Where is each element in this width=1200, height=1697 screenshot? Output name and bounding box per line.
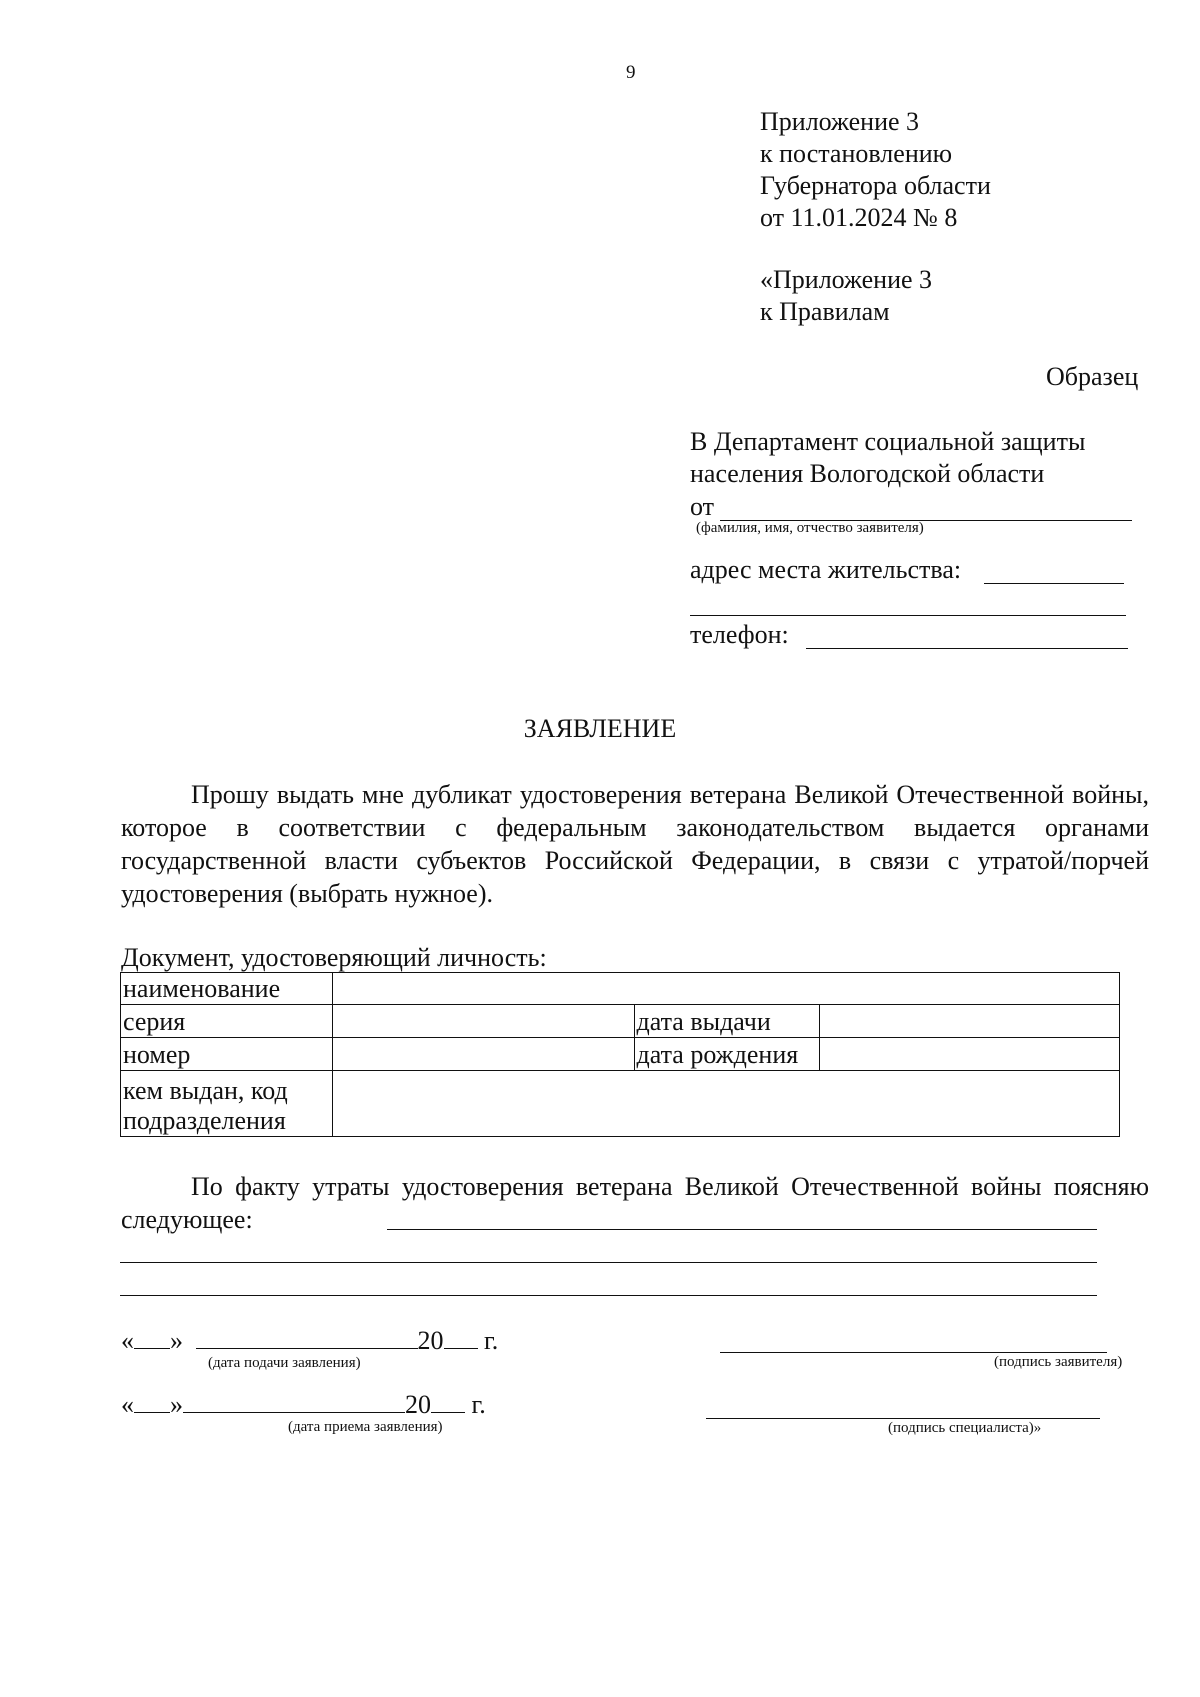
statement-title: ЗАЯВЛЕНИЕ (523, 714, 677, 743)
issue-date-label: дата выдачи (634, 1005, 820, 1038)
inner-appendix-line-1: «Приложение 3 (760, 265, 933, 294)
submission-day-field[interactable] (134, 1348, 170, 1349)
close-quote: » (170, 1326, 183, 1355)
acceptance-day-field[interactable] (134, 1412, 170, 1413)
number-value-cell[interactable] (332, 1038, 634, 1071)
acceptance-year-field[interactable] (431, 1412, 465, 1413)
submission-month-field[interactable] (196, 1348, 418, 1349)
number-label: номер (121, 1038, 333, 1071)
table-row (121, 1071, 1120, 1137)
addressee-line-2: населения Вологодской области (690, 459, 1045, 488)
series-label: серия (121, 1005, 333, 1038)
name-value-cell[interactable] (332, 973, 1119, 1005)
table-row (121, 973, 1120, 1005)
submission-year-field[interactable] (444, 1348, 478, 1349)
year-suffix: г. (471, 1390, 486, 1419)
appendix-line-4: от 11.01.2024 № 8 (760, 203, 958, 232)
birth-date-value-cell[interactable] (820, 1038, 1120, 1071)
name-label: наименование (121, 973, 333, 1005)
series-value-cell[interactable] (332, 1005, 634, 1038)
loss-paragraph-text: По факту утраты удостоверения ветерана Великой Отечественной войны поясняю следующее: (121, 1172, 1149, 1234)
inner-appendix-header (760, 264, 932, 328)
request-paragraph: Прошу выдать мне дубликат удостоверения ветерана Великой Отечественной войны, которое в соответствии с федеральным законодательством выдается органами государственной власти субъектов Российской Федерации, в связи с утратой/порчей удостоверения (выбрать нужное). (121, 780, 1149, 908)
acceptance-month-field[interactable] (183, 1412, 405, 1413)
year-prefix: 20 (405, 1390, 431, 1419)
phone-field[interactable] (806, 648, 1128, 649)
year-suffix: г. (484, 1326, 499, 1355)
from-label: от (690, 492, 715, 521)
address-field-1[interactable] (984, 583, 1124, 584)
table-row (121, 1005, 1120, 1038)
birth-date-label: дата рождения (634, 1038, 820, 1071)
address-field-2[interactable] (690, 615, 1126, 616)
appendix-header (760, 106, 991, 234)
loss-paragraph (121, 1170, 1149, 1236)
issued-by-value-cell[interactable] (332, 1071, 1119, 1137)
issued-by-label (121, 1071, 333, 1137)
document-label: Документ, удостоверяющий личность: (121, 943, 547, 972)
appendix-line-2: к постановлению (760, 139, 953, 168)
phone-label: телефон: (690, 620, 789, 649)
addressee-line-1: В Департамент социальной защиты (690, 427, 1086, 456)
from-hint: (фамилия, имя, отчество заявителя) (696, 520, 924, 536)
sample-label: Образец (1046, 362, 1139, 391)
specialist-signature-field[interactable] (706, 1418, 1100, 1419)
table-row (121, 1038, 1120, 1071)
applicant-signature-hint: (подпись заявителя) (994, 1354, 1123, 1370)
explanation-line-2[interactable] (120, 1262, 1097, 1263)
acceptance-date-line (121, 1390, 486, 1420)
acceptance-date-hint: (дата приема заявления) (288, 1419, 443, 1435)
page-number: 9 (626, 62, 636, 83)
issued-by-label-line-1: кем выдан, код (123, 1076, 288, 1105)
applicant-signature-field[interactable] (720, 1352, 1107, 1353)
open-quote: « (121, 1390, 134, 1419)
year-prefix: 20 (417, 1326, 444, 1355)
appendix-line-3: Губернатора области (760, 171, 991, 200)
issued-by-label-line-2: подразделения (123, 1106, 286, 1135)
document-table (120, 972, 1120, 1137)
appendix-line-1: Приложение 3 (760, 107, 920, 136)
open-quote: « (121, 1326, 134, 1355)
addressee-block (690, 426, 1085, 490)
close-quote: » (170, 1390, 183, 1419)
address-label: адрес места жительства: (690, 555, 962, 584)
submission-date-hint: (дата подачи заявления) (208, 1355, 361, 1371)
explanation-line-1[interactable] (387, 1229, 1097, 1230)
submission-date-line (121, 1326, 498, 1356)
issue-date-value-cell[interactable] (820, 1005, 1120, 1038)
inner-appendix-line-2: к Правилам (760, 297, 890, 326)
explanation-line-3[interactable] (120, 1295, 1097, 1296)
specialist-signature-hint: (подпись специалиста)» (888, 1420, 1042, 1436)
